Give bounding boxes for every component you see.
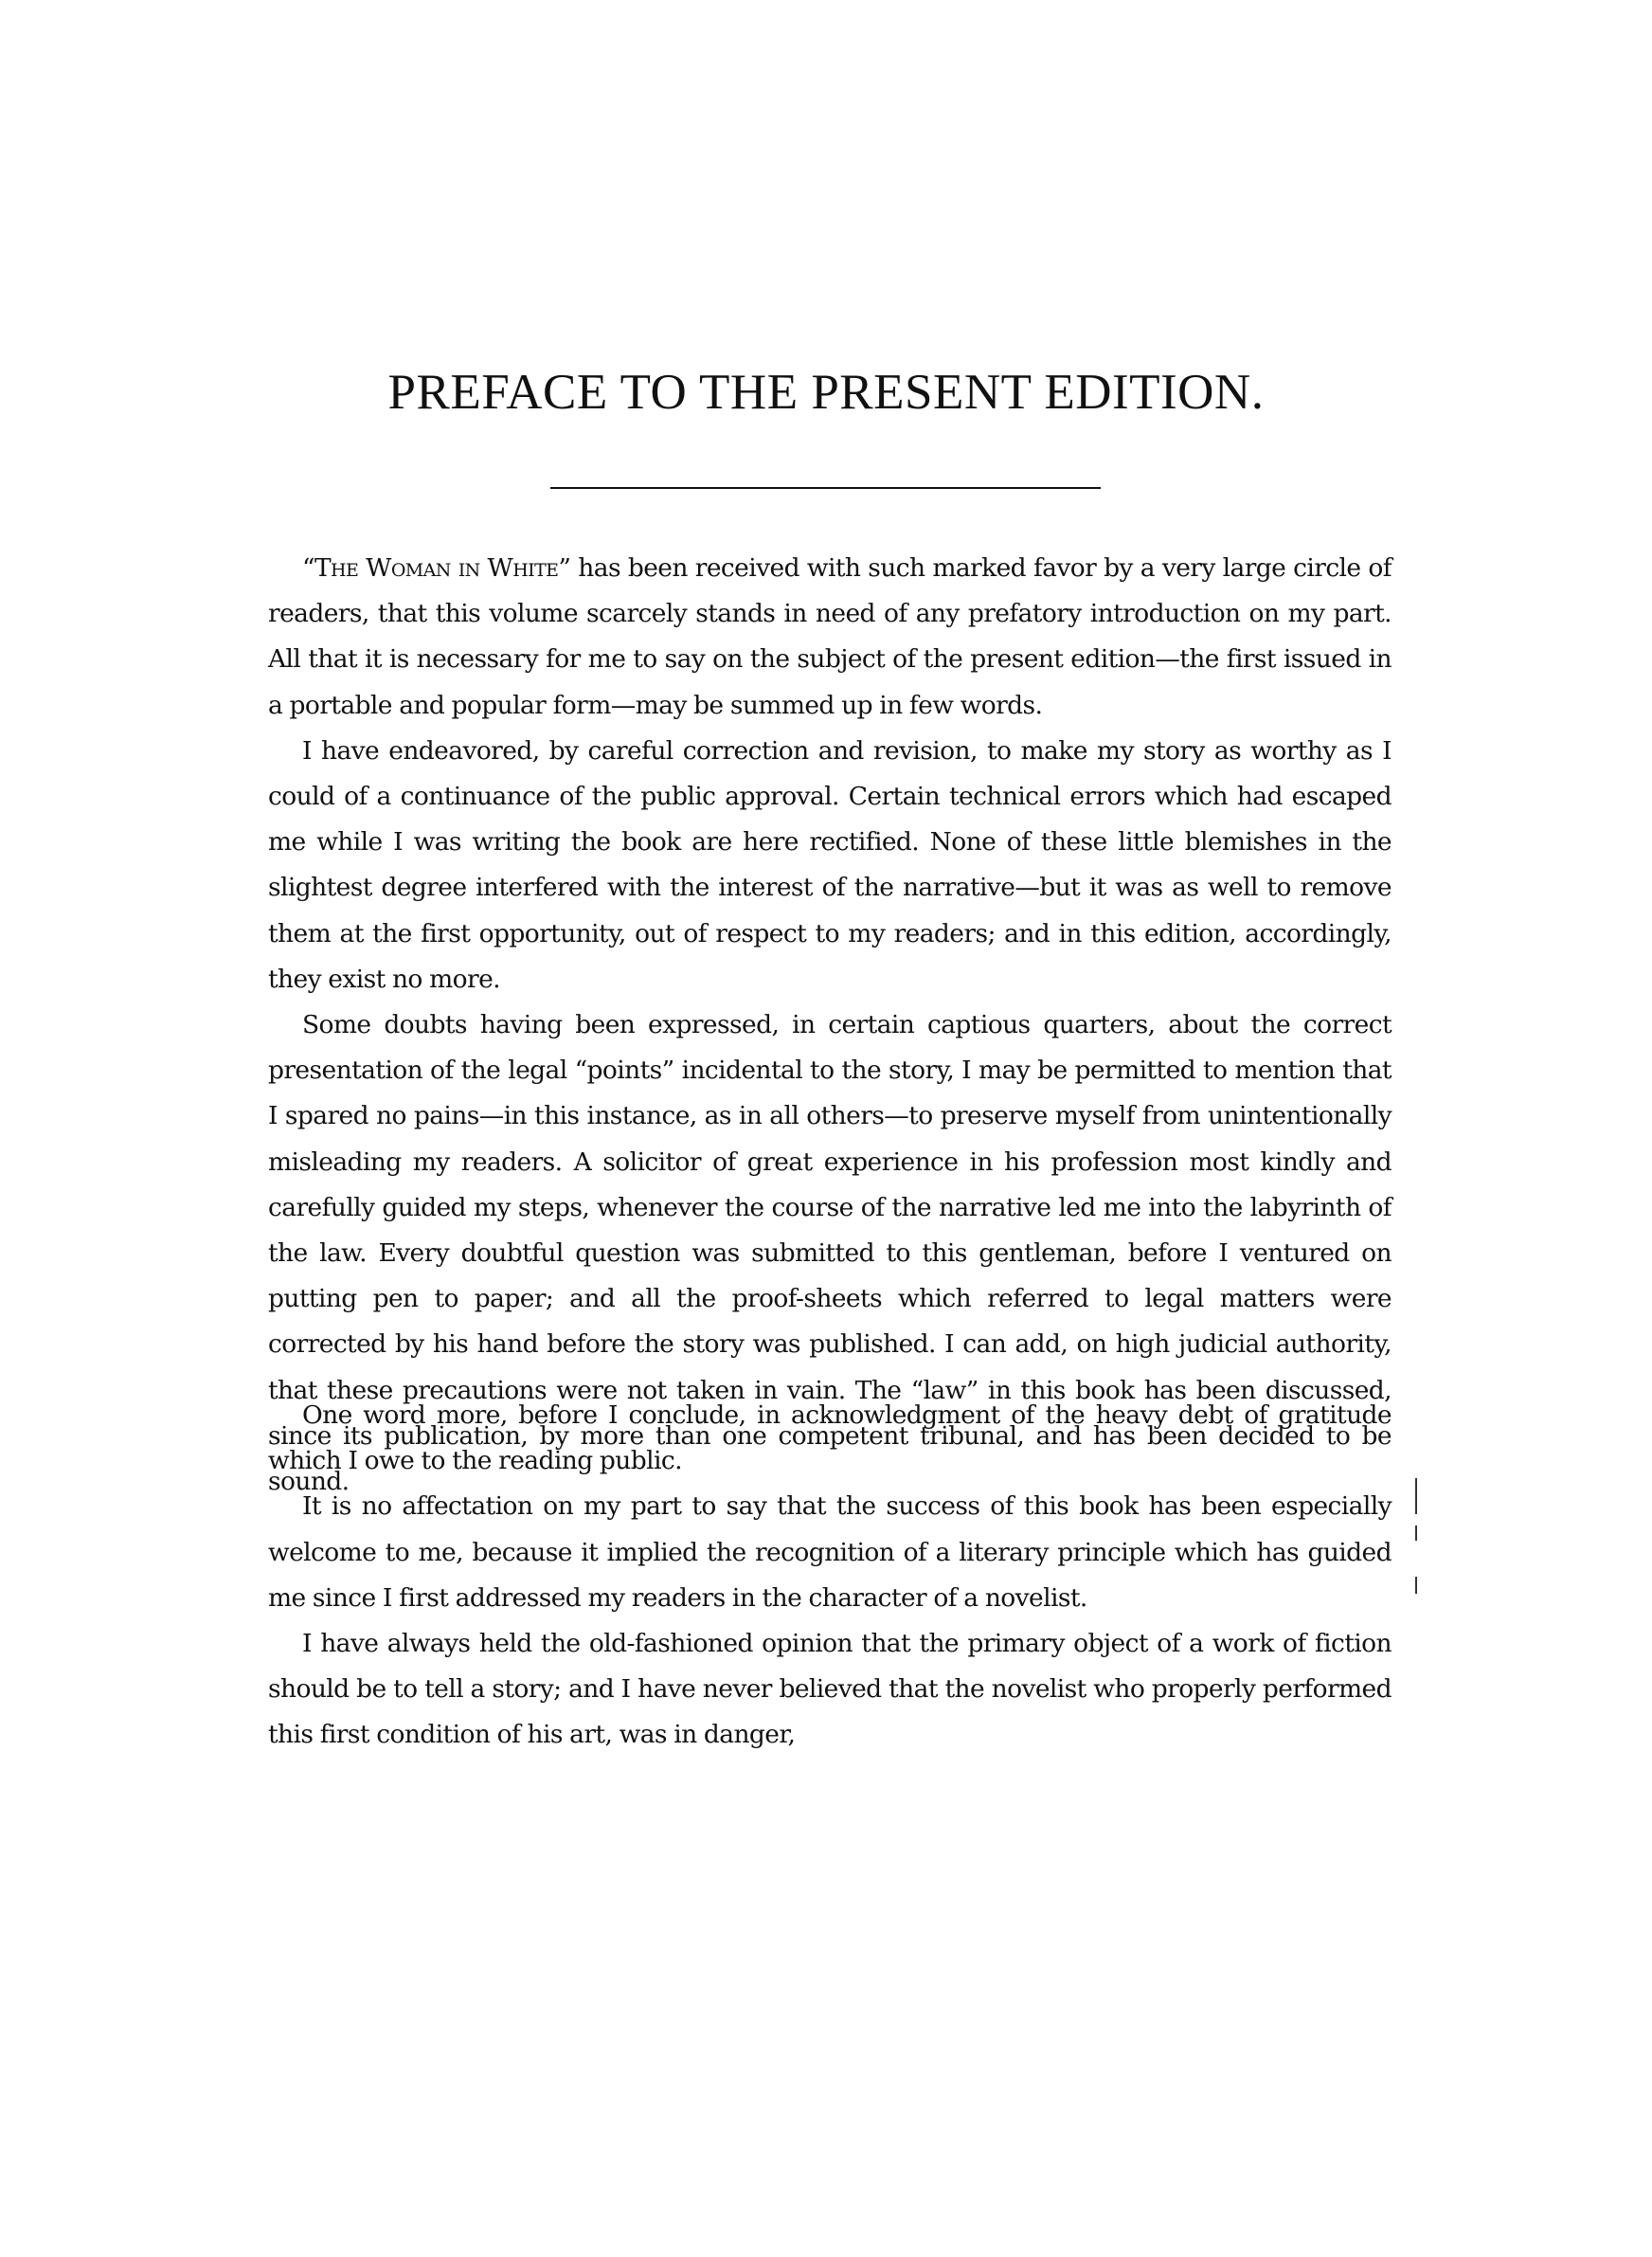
margin-mark [1415, 1526, 1417, 1541]
paragraph-2: I have endeavored, by careful correction and revision, to make my story as worthy as I could of a continuance of the public approval. Certain technical errors which had escaped me while I was writing the book are here rectified. None of these little blemishes in the slightest degree interfered with the interest of the narrative—but it was as well to remove them at the first opportunity, out of respect to my readers; and in this edition, accordingly, they exist no more. [268, 735, 1392, 994]
text-block-upper [268, 546, 1392, 1505]
paragraph-6: I have always held the old-fashioned opinion that the primary object of a work of fiction should be to tell a story; and I have never believed that the novelist who properly performed this first condition of his art, was in danger, [268, 1629, 1392, 1750]
margin-mark [1415, 1577, 1417, 1594]
page-title: PREFACE TO THE PRESENT EDITION. [387, 365, 1265, 420]
paragraph-4: One word more, before I conclude, in acknowledgment of the heavy debt of gratitude which I owe to the reading public. [268, 1400, 1392, 1476]
open-quote: “ [302, 553, 314, 583]
paragraph-1-text: ” has been received with such marked favor by a very large circle of readers, that this volume scarcely stands in need of any prefatory introduction on my part. All that it is necessary for me to say on the subject of the present edition—the first issued in a portable and popular form—may be summed up in few words. [268, 553, 1392, 720]
book-title: The Woman in White [314, 553, 559, 583]
paragraph-5: It is no affectation on my part to say that the success of this book has been especially welcome to me, because it implied the recognition of a literary principle which has guided me since I first addressed my readers in the character of a novelist. [268, 1491, 1392, 1613]
paragraph-3: Some doubts having been expressed, in certain captious quarters, about the correct presentation of the legal “points” incidental to the story, I may be permitted to mention that I spared no pains—in this instance, as in all others—to preserve myself from unintentionally misleading my readers. A solicitor of great experience in his profession most kindly and carefully guided my steps, whenever the course of the narrative led me into the labyrinth of the law. Every doubtful question was submitted to this gentleman, before I ventured on putting pen to paper; and all the proof-sheets which referred to legal matters were corrected by his hand before the story was published. I can add, on high judicial authority, that these precautions were not taken in vain. The “law” in this book has been discussed, since its publication, by more than one competent tribunal, and has been decided to be sound. [268, 1010, 1392, 1497]
title-divider [550, 487, 1101, 489]
text-block-lower [268, 1393, 1392, 1759]
paragraph-1 [268, 546, 1392, 729]
margin-mark [1415, 1478, 1417, 1514]
